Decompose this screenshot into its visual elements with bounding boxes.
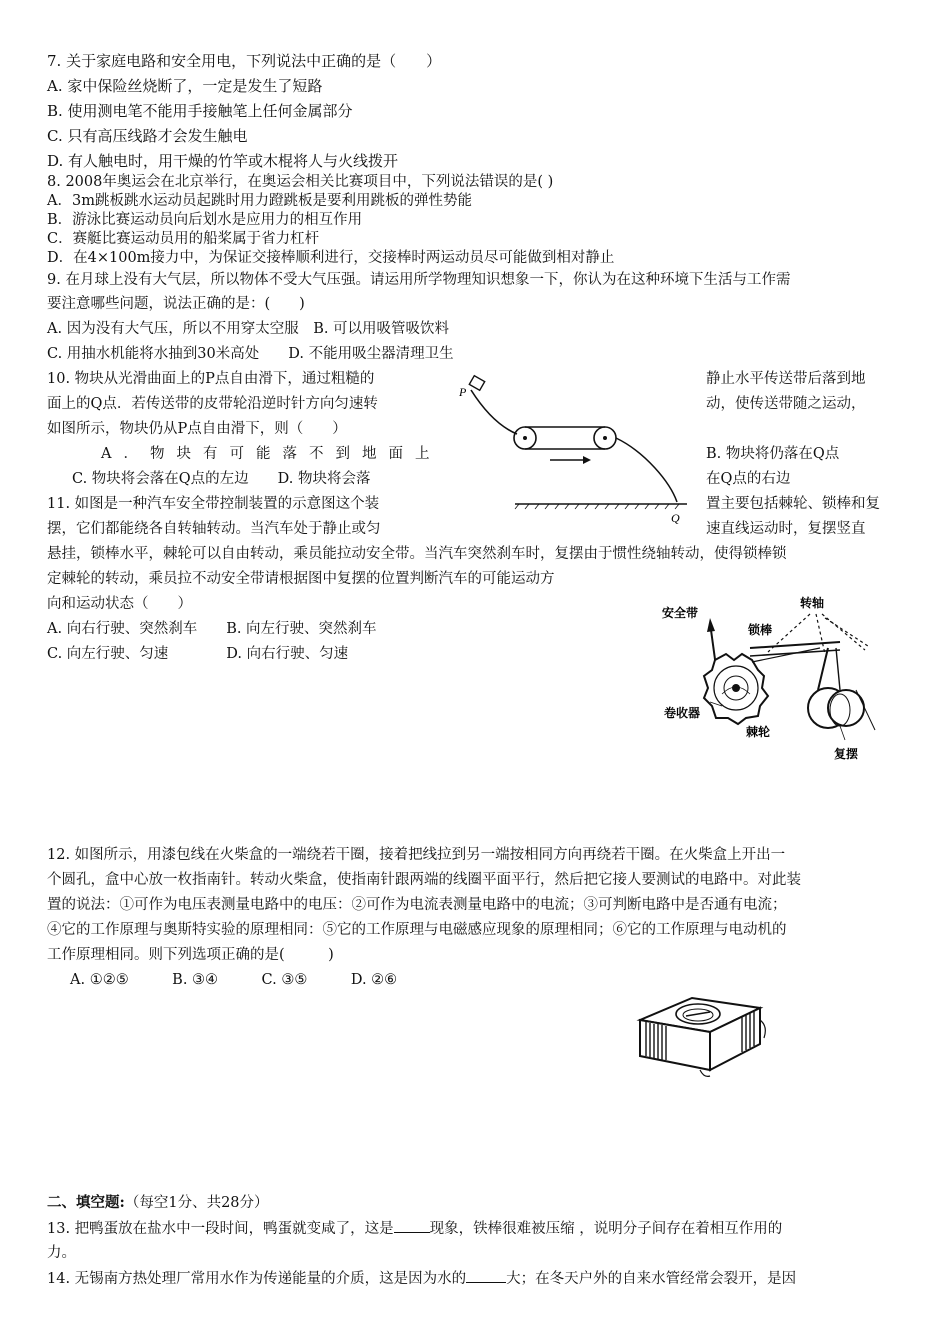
q11-line-2b: 速直线运动时，复摆竖直 xyxy=(706,521,866,537)
q11-line-5: 向和运动状态（ ） xyxy=(47,596,192,612)
q12-line-1: 12. 如图所示，用漆包线在火柴盒的一端绕若干圈，接着把线拉到另一端按相同方向再绕若干圈。在火柴盒上开出一 xyxy=(47,847,786,863)
q12-line-5: 工作原理相同。则下列选项正确的是( ) xyxy=(47,947,334,963)
q13-line-2: 力。 xyxy=(47,1245,76,1261)
q12-options: A. ①②⑤ B. ③④ C. ③⑤ D. ②⑥ xyxy=(70,972,398,988)
q12-line-4: ④它的工作原理与奥斯特实验的原理相同：⑤它的工作原理与电磁感应现象的原理相同；⑥它的工作原理与电动机的 xyxy=(47,922,787,938)
q8-option-c: C．赛艇比赛运动员用的船桨属于省力杠杆 xyxy=(47,231,320,247)
q8-option-d: D．在4×100m接力中，为保证交接棒顺利进行，交接棒时两运动员尽可能做到相对静止 xyxy=(47,250,615,266)
q14-text-a: 14. 无锡南方热处理厂常用水作为传递能量的介质，这是因为水的 xyxy=(47,1271,467,1287)
block-icon xyxy=(469,376,484,391)
q10-option-b: B. 物块将仍落在Q点 xyxy=(706,446,840,462)
q9-options-ab: A. 因为没有大气压，所以不用穿太空服 B. 可以用吸管吸饮料 xyxy=(47,321,450,337)
q12-line-3: 置的说法：①可作为电压表测量电路中的电压：②可作为电流表测量电路中的电流；③可判断电路中是否通有电流； xyxy=(47,897,787,913)
q14-blank[interactable] xyxy=(466,1268,506,1283)
q11-line-1b: 置主要包括棘轮、锁棒和复 xyxy=(706,496,880,512)
q11-line-4: 定棘轮的转动，乘员拉不动安全带请根据图中复摆的位置判断汽车的可能运动方 xyxy=(47,571,555,587)
q10-option-cd: C. 物块将会落在Q点的左边 D. 物块将会落 xyxy=(72,471,371,487)
section-2-note: （每空1分、共28分） xyxy=(124,1195,269,1211)
q8-option-a: A．3m跳板跳水运动员起跳时用力蹬跳板是要利用跳板的弹性势能 xyxy=(47,193,472,209)
label-axis: 转轴 xyxy=(800,596,825,610)
q13-blank[interactable] xyxy=(394,1218,430,1233)
q11-line-3: 悬挂，锁棒水平，棘轮可以自由转动，乘员能拉动安全带。当汽车突然刹车时，复摆由于惯性绕轴转动，使得锁棒锁 xyxy=(47,546,787,562)
label-retractor: 卷收器 xyxy=(664,706,701,720)
q11-line-1a: 11. 如图是一种汽车安全带控制装置的示意图这个装 xyxy=(47,496,380,512)
q10-line-1a: 10. 物块从光滑曲面上的P点自由滑下，通过粗糙的 xyxy=(47,371,375,387)
q9-options-cd: C. 用抽水机能将水抽到30米高处 D. 不能用吸尘器清理卫生 xyxy=(47,346,454,362)
q13-text-b: 现象，铁棒很难被压缩 ，说明分子间存在着相互作用的 xyxy=(429,1221,783,1237)
arrow-right-icon xyxy=(550,456,591,464)
label-q: Q xyxy=(671,511,680,525)
q7-option-d: D. 有人触电时，用干燥的竹竿或木棍将人与火线拨开 xyxy=(47,152,399,170)
label-ratchet: 棘轮 xyxy=(746,725,771,739)
q7-stem: 7. 关于家庭电路和安全用电，下列说法中正确的是（ ） xyxy=(47,52,442,70)
label-pendulum: 复摆 xyxy=(834,747,859,761)
q7-option-b: B. 使用测电笔不能用手接触笔上任何金属部分 xyxy=(47,102,353,120)
label-lock-bar: 锁棒 xyxy=(748,623,773,637)
label-p: P xyxy=(459,385,467,399)
q10-option-d-end: 在Q点的右边 xyxy=(706,471,791,487)
q7-option-c: C. 只有高压线路才会发生触电 xyxy=(47,127,248,145)
q7-option-a: A. 家中保险丝烧断了，一定是发生了短路 xyxy=(47,77,323,95)
q14-text-b: 大；在冬天户外的自来水管经常会裂开，是因 xyxy=(506,1271,797,1287)
matchbox-compass-icon xyxy=(640,998,765,1076)
q10-line-1b: 静止水平传送带后落到地 xyxy=(706,371,866,387)
ratchet-icon xyxy=(704,654,768,724)
section-2-header xyxy=(47,1193,269,1213)
q13-text-a: 13. 把鸭蛋放在盐水中一段时间，鸭蛋就变咸了，这是 xyxy=(47,1221,394,1237)
q9-line-2: 要注意哪些问题，说法正确的是：( ) xyxy=(47,296,305,312)
q10-line-3: 如图所示，物块仍从P点自由滑下，则（ ） xyxy=(47,421,347,437)
label-belt: 安全带 xyxy=(662,606,699,620)
q10-option-a: A．物块有可能落不到地面上 xyxy=(101,446,442,462)
section-2-title: 二、填空题: xyxy=(47,1194,125,1211)
q10-conveyor-figure xyxy=(455,372,695,532)
q11-line-2a: 摆，它们都能绕各自转轴转动。当汽车处于静止或匀 xyxy=(47,521,381,537)
q12-line-2: 个圆孔，盒中心放一枚指南针。转动火柴盒，使指南针跟两端的线圈平面平行，然后把它接人要测试的电路中。对此装 xyxy=(47,872,801,888)
q10-line-2a: 面上的Q点．若传送带的皮带轮沿逆时针方向匀速转 xyxy=(47,396,378,412)
q10-line-2b: 动，使传送带随之运动， xyxy=(706,396,866,412)
q13-line-1 xyxy=(47,1218,782,1239)
q11-options-ab: A. 向右行驶、突然刹车 B. 向左行驶、突然刹车 xyxy=(47,621,377,637)
q8-option-b: B．游泳比赛运动员向后划水是应用力的相互作用 xyxy=(47,212,363,228)
q8-stem: 8. 2008年奥运会在北京举行，在奥运会相关比赛项目中，下列说法错误的是( ) xyxy=(47,174,554,190)
q11-seatbelt-figure xyxy=(660,590,900,770)
q12-matchbox-figure xyxy=(630,990,770,1080)
pendulum-icon xyxy=(808,648,875,730)
q11-options-cd: C. 向左行驶、匀速 D. 向右行驶、匀速 xyxy=(47,646,349,662)
q9-line-1: 9. 在月球上没有大气层，所以物体不受大气压强。请运用所学物理知识想象一下，你认为在这种环境下生活与工作需 xyxy=(47,272,791,288)
q14-line-1 xyxy=(47,1268,796,1289)
